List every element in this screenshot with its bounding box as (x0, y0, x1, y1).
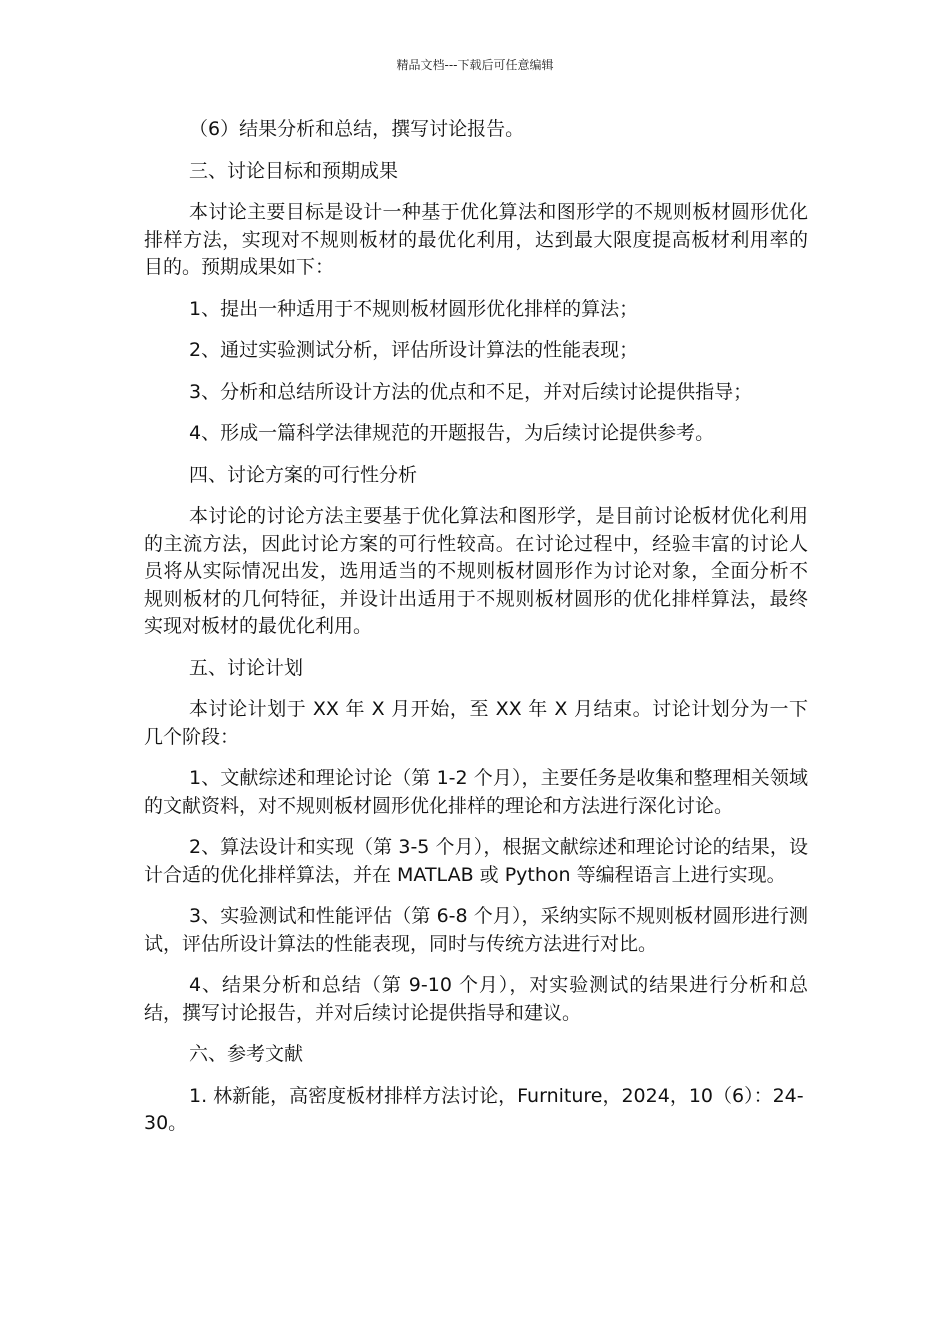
section-heading-references: 六、参考文献 (189, 1043, 304, 1065)
list-item-outcome-3: 3、分析和总结所设计方法的优点和不足，并对后续讨论提供指导； (189, 380, 753, 403)
document-body (144, 116, 808, 1152)
body-paragraph-goals: 本讨论主要目标是设计一种基于优化算法和图形学的不规则板材圆形优化排样方法，实现对不规则板材的最优化利用，达到最大限度提高板材利用率的目的。预期成果如下： (144, 201, 808, 278)
list-item-outcome-4: 4、形成一篇科学法律规范的开题报告，为后续讨论提供参考。 (189, 422, 715, 444)
list-item-outcome-1: 1、提出一种适用于不规则板材圆形优化排样的算法； (189, 297, 639, 320)
section-heading-plan: 五、讨论计划 (189, 656, 304, 679)
reference-item-1: 1. 林新能，高密度板材排样方法讨论，Furniture，2024，10（6）：24-30。 (144, 1084, 804, 1134)
list-item-phase-1: 1、文献综述和理论讨论（第 1-2 个月），主要任务是收集和整理相关领域的文献资料，对不规则板材圆形优化排样的理论和方法进行深化讨论。 (144, 767, 808, 817)
body-paragraph-plan: 本讨论计划于 XX 年 X 月开始，至 XX 年 X 月结束。讨论计划分为一下几个阶段： (144, 698, 808, 748)
list-item-outcome-2: 2、通过实验测试分析，评估所设计算法的性能表现； (189, 339, 639, 361)
list-item-phase-4: 4、结果分析和总结（第 9-10 个月），对实验测试的结果进行分析和总结，撰写讨论报告，并对后续讨论提供指导和建议。 (144, 974, 808, 1024)
section-heading-goals: 三、讨论目标和预期成果 (189, 159, 399, 182)
body-paragraph-feasibility: 本讨论的讨论方法主要基于优化算法和图形学，是目前讨论板材优化利用的主流方法，因此讨论方案的可行性较高。在讨论过程中，经验丰富的讨论人员将从实际情况出发，选用适当的不规则板材圆形作为讨论对象，全面分析不规则板材的几何特征，并设计出适用于不规则板材圆形的优化排样算法，最终实现对板材的最优化利用。 (144, 505, 808, 637)
list-item-phase-2: 2、算法设计和实现（第 3-5 个月），根据文献综述和理论讨论的结果，设计合适的优化排样算法，并在 MATLAB 或 Python 等编程语言上进行实现。 (144, 836, 808, 886)
section-heading-feasibility: 四、讨论方案的可行性分析 (189, 463, 418, 486)
running-header: 精品文档---下载后可任意编辑 (396, 58, 554, 72)
list-item-step-6: （6）结果分析和总结，撰写讨论报告。 (189, 118, 525, 140)
list-item-phase-3: 3、实验测试和性能评估（第 6-8 个月），采纳实际不规则板材圆形进行测试，评估所设计算法的性能表现，同时与传统方法进行对比。 (144, 905, 808, 955)
